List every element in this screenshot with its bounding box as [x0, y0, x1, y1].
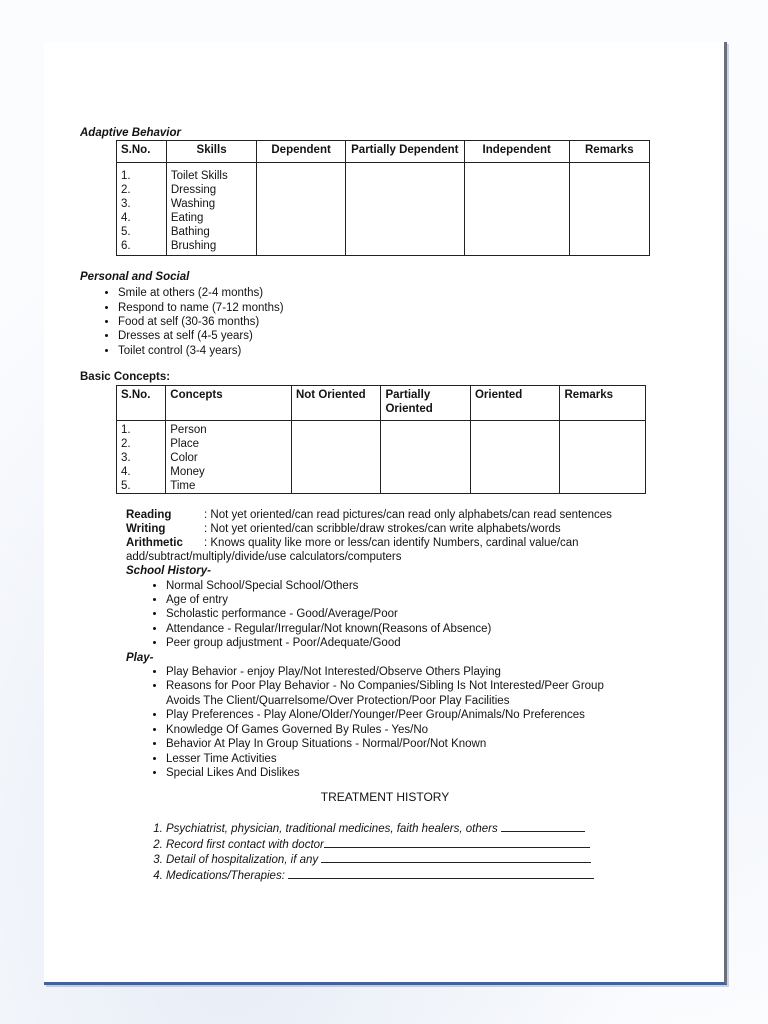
- writing-row: [126, 522, 650, 536]
- treatment-item-label: Medications/Therapies:: [166, 869, 285, 882]
- arithmetic-continuation: add/subtract/multiply/divide/use calculators/computers: [126, 551, 402, 564]
- adaptive-col-dependent: Dependent: [257, 141, 345, 162]
- treatment-item: [166, 821, 650, 837]
- play-list: [80, 665, 636, 780]
- skill-eating: Eating: [170, 211, 204, 224]
- basic-title: Basic Concepts:: [80, 371, 171, 384]
- basic-partially-oriented-cell[interactable]: [381, 421, 471, 494]
- play-item: • Play Preferences - Play Alone/Older/Younger/Peer Group/Animals/No Preferences: [166, 708, 636, 722]
- personal-item: • Respond to name (7-12 months): [118, 301, 650, 315]
- reading-row: [126, 508, 650, 522]
- basic-table: [116, 385, 646, 495]
- concept-money: Money: [170, 466, 205, 479]
- adaptive-table: [116, 140, 650, 255]
- adaptive-col-partially-dependent: Partially Dependent: [345, 141, 464, 162]
- adaptive-col-sno: S.No.: [117, 141, 167, 162]
- treatment-title: TREATMENT HISTORY: [320, 790, 450, 805]
- adaptive-sno-cell: [117, 162, 167, 255]
- basic-sno-cell: [117, 421, 166, 494]
- adaptive-sno: 3.: [121, 197, 131, 210]
- treatment-list: [80, 821, 650, 883]
- basic-col-not-oriented: Not Oriented: [291, 385, 381, 421]
- school-list: [80, 579, 650, 651]
- school-item: • Normal School/Special School/Others: [166, 579, 650, 593]
- adaptive-title: Adaptive Behavior: [80, 127, 181, 139]
- skills-block: [80, 508, 650, 564]
- basic-sno: 5.: [121, 480, 131, 493]
- treatment-item: [166, 837, 650, 853]
- writing-label: Writing: [126, 523, 166, 536]
- basic-header-row: [117, 385, 646, 421]
- school-item: • Peer group adjustment - Poor/Adequate/Good: [166, 636, 650, 650]
- school-title: School History-: [126, 565, 211, 578]
- adaptive-col-skills: Skills: [166, 141, 257, 162]
- basic-sno: 4.: [121, 466, 131, 479]
- adaptive-sno: 6.: [121, 239, 131, 252]
- adaptive-col-remarks: Remarks: [569, 141, 649, 162]
- treatment-blank[interactable]: [501, 821, 585, 832]
- basic-not-oriented-cell[interactable]: [291, 421, 381, 494]
- adaptive-sno: 4.: [121, 211, 131, 224]
- basic-remarks-cell[interactable]: [560, 421, 646, 494]
- skill-brushing: Brushing: [170, 239, 217, 252]
- school-item: • Age of entry: [166, 593, 650, 607]
- treatment-item: [166, 852, 650, 868]
- treatment-item-label: Psychiatrist, physician, traditional medicines, faith healers, others: [166, 823, 498, 836]
- skill-washing: Washing: [170, 197, 216, 210]
- play-item: • Special Likes And Dislikes: [166, 766, 636, 780]
- adaptive-body-row: [117, 162, 650, 255]
- concept-place: Place: [170, 438, 200, 451]
- personal-item: • Dresses at self (4-5 years): [118, 329, 650, 343]
- personal-item: • Smile at others (2-4 months): [118, 286, 650, 300]
- treatment-item-label: Record first contact with doctor: [166, 838, 324, 851]
- concept-person: Person: [170, 424, 207, 437]
- adaptive-header-row: [117, 141, 650, 162]
- adaptive-partially-dependent-cell[interactable]: [345, 162, 464, 255]
- basic-body-row: [117, 421, 646, 494]
- concept-color: Color: [170, 452, 198, 465]
- adaptive-remarks-cell[interactable]: [569, 162, 649, 255]
- treatment-blank[interactable]: [288, 868, 594, 879]
- form-content: [80, 126, 650, 883]
- play-item: • Play Behavior - enjoy Play/Not Interested/Observe Others Playing: [166, 665, 636, 679]
- adaptive-independent-cell[interactable]: [464, 162, 569, 255]
- basic-col-concepts: Concepts: [166, 385, 292, 421]
- reading-label: Reading: [126, 509, 172, 522]
- basic-col-sno: S.No.: [117, 385, 166, 421]
- school-item: • Attendance - Regular/Irregular/Not known(Reasons of Absence): [166, 622, 650, 636]
- personal-list: [80, 286, 650, 358]
- basic-sno: 3.: [121, 452, 131, 465]
- skill-toilet: Toilet Skills: [170, 169, 228, 182]
- play-item: • Reasons for Poor Play Behavior - No Companies/Sibling Is Not Interested/Peer Group Avoids The Client/Quarrelsome/Over Protection/Poor Play Facilities: [166, 679, 636, 708]
- adaptive-dependent-cell[interactable]: [257, 162, 345, 255]
- basic-oriented-cell[interactable]: [470, 421, 560, 494]
- adaptive-skills-cell: [166, 162, 257, 255]
- skill-dressing: Dressing: [170, 183, 217, 196]
- school-item: • Scholastic performance - Good/Average/Poor: [166, 607, 650, 621]
- basic-col-oriented: Oriented: [470, 385, 560, 421]
- play-item: • Knowledge Of Games Governed By Rules - Yes/No: [166, 723, 636, 737]
- personal-item: • Toilet control (3-4 years): [118, 344, 650, 358]
- writing-text: : Not yet oriented/can scribble/draw strokes/can write alphabets/words: [204, 523, 561, 536]
- play-item: • Behavior At Play In Group Situations - Normal/Poor/Not Known: [166, 737, 636, 751]
- treatment-blank[interactable]: [321, 852, 591, 863]
- treatment-item-label: Detail of hospitalization, if any: [166, 854, 319, 867]
- basic-sno: 1.: [121, 424, 131, 437]
- personal-title: Personal and Social: [80, 270, 190, 283]
- adaptive-col-independent: Independent: [464, 141, 569, 162]
- treatment-item: [166, 868, 650, 884]
- treatment-blank[interactable]: [324, 837, 590, 848]
- arithmetic-text: : Knows quality like more or less/can identify Numbers, cardinal value/can: [204, 537, 579, 550]
- adaptive-sno: 5.: [121, 225, 131, 238]
- adaptive-sno: 2.: [121, 183, 131, 196]
- play-item: • Lesser Time Activities: [166, 752, 636, 766]
- adaptive-sno: 1.: [121, 169, 131, 182]
- arithmetic-label: Arithmetic: [126, 537, 183, 550]
- basic-concepts-cell: [166, 421, 292, 494]
- basic-sno: 2.: [121, 438, 131, 451]
- reading-text: : Not yet oriented/can read pictures/can read only alphabets/can read sentences: [204, 509, 612, 522]
- personal-item: • Food at self (30-36 months): [118, 315, 650, 329]
- basic-col-partially-oriented: Partially Oriented: [381, 385, 471, 421]
- basic-col-remarks: Remarks: [560, 385, 646, 421]
- play-title: Play-: [126, 651, 154, 664]
- arithmetic-row: [126, 536, 650, 550]
- concept-time: Time: [170, 480, 196, 493]
- skill-bathing: Bathing: [170, 225, 210, 238]
